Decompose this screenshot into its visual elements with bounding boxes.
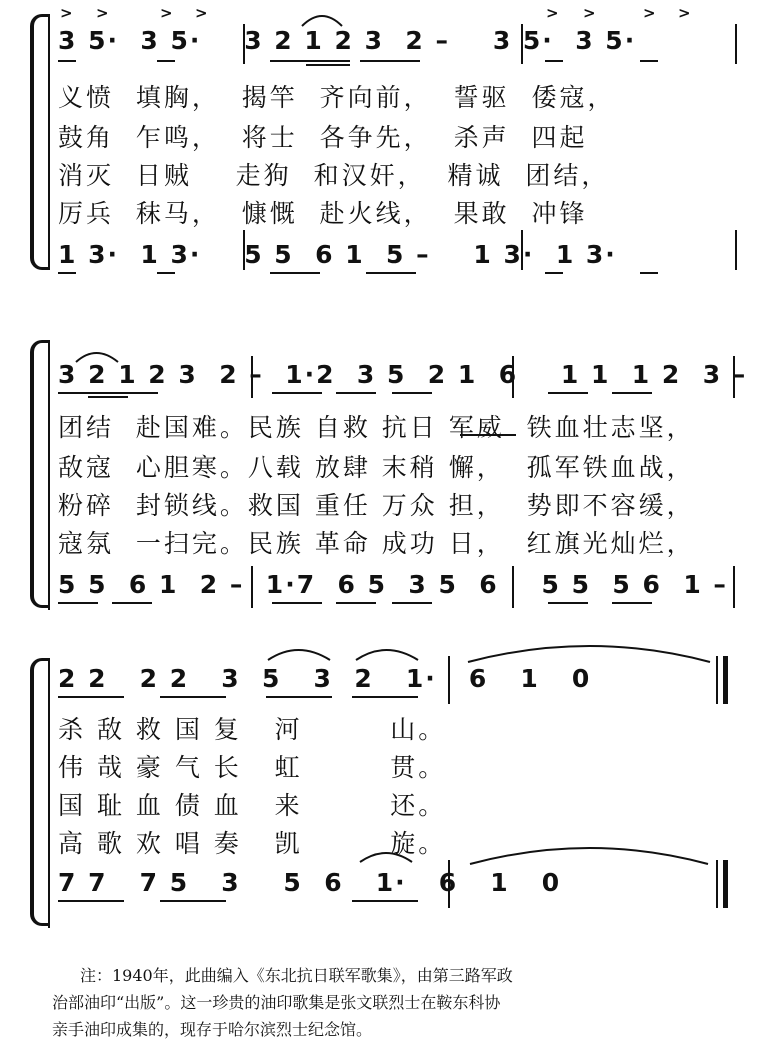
slur [468,646,710,662]
beam [270,272,320,274]
system-brace [30,340,48,608]
lyric-verse-2: 鼓角 乍鸣， 将士 各争先， 杀声 四起 [58,123,588,152]
lyric-verse-3: 消灭 日贼 走狗 和汉奸， 精诚 团结， [58,161,610,190]
melody-line: 3 2 1 2 3 2 – 1·2 3 5 2 1 6 1 1 1 2 3 – [58,360,748,389]
beam [272,392,322,394]
accent-mark: > [60,4,73,22]
lyric-verse-3: 粉碎 封锁线。救国 重任 万众 担， 势即不容缓， [58,491,695,520]
barline [735,230,737,270]
beam [58,696,124,698]
slur [470,848,708,864]
accent-mark: > [643,4,656,22]
beam [270,60,350,62]
barline [733,566,735,608]
beam [392,602,432,604]
beam [548,392,588,394]
final-barline [723,656,728,704]
bass-line: 7 7 7 5 3 5 6 1· 6 1 0 [58,868,562,897]
system-line [48,14,50,270]
bass-line: 5 5 6 1 2 – 1·7 6 5 3 5 6 5 5 5 6 1 – [58,570,728,599]
footnote-line-3: 亲手油印成集的，现存于哈尔滨烈士纪念馆。 [52,1020,373,1039]
beam [306,64,350,66]
beam [272,602,322,604]
final-barline [723,860,728,908]
footnote [52,962,752,1043]
barline [735,24,737,64]
beam [352,900,418,902]
beam [612,392,652,394]
beam [58,60,76,62]
beam [58,392,158,394]
system-line [48,340,50,610]
beam [545,272,563,274]
system-brace [30,14,48,270]
beam [160,696,226,698]
beam [336,602,376,604]
melody-line: 2 2 2 2 3 5 3 2 1· 6 1 0 [58,664,592,693]
bass-line: 1 3· 1 3· 5 5 6 1 5 – 1 3· 1 3· [58,240,617,269]
lyric-verse-1: 团结 赴国难。民族 自救 抗日 军威 铁血壮志坚， [58,413,695,442]
beam [88,396,128,398]
slur [356,650,418,660]
beam [640,60,658,62]
lyric-verse-4: 寇氛 一扫完。民族 革命 成功 日， 红旗光灿烂， [58,529,695,558]
beam [266,696,332,698]
beam [612,602,652,604]
melody-line: 3 5· 3 5· 3 2 1 2 3 2 – 3 5· 3 5· [58,26,637,55]
final-barline-thin [716,656,718,704]
beam [360,60,420,62]
beam [157,272,175,274]
footnote-line-1: 注：1940年，此曲编入《东北抗日联军歌集》，由第三路军政 [80,966,513,985]
lyric-verse-2: 伟 哉 豪 气 长 虹 贯。 [58,753,447,782]
beam [157,60,175,62]
accent-mark: > [96,4,109,22]
lyric-verse-1: 杀 敌 救 国 复 河 山。 [58,715,447,744]
lyric-verse-4: 高 歌 欢 唱 奏 凯 旋。 [58,829,447,858]
beam [58,272,76,274]
accent-mark: > [195,4,208,22]
lyric-verse-2: 敌寇 心胆寒。八载 放肆 末稍 懈， 孤军铁血战， [58,453,695,482]
accent-mark: > [160,4,173,22]
beam [160,900,226,902]
accent-mark: > [678,4,691,22]
beam [392,392,432,394]
slur [268,650,330,660]
footnote-line-2: 治部油印“出版”。这一珍贵的油印歌集是张文联烈士在鞍东科协 [52,993,501,1012]
beam [545,60,563,62]
beam [548,602,588,604]
beam [58,602,98,604]
system-line [48,658,50,928]
slur [302,16,342,26]
lyric-verse-1: 义愤 填胸， 揭竿 齐向前， 誓驱 倭寇， [58,83,616,112]
beam [112,602,152,604]
beam [366,272,416,274]
beam [352,696,418,698]
final-barline-thin [716,860,718,908]
beam [336,392,376,394]
lyric-verse-3: 国 耻 血 债 血 来 还。 [58,791,447,820]
system-brace [30,658,48,926]
accent-mark: > [583,4,596,22]
beam [640,272,658,274]
accent-mark: > [546,4,559,22]
beam [58,900,124,902]
lyric-verse-4: 厉兵 秣马， 慷慨 赴火线， 果敢 冲锋 [58,199,588,228]
